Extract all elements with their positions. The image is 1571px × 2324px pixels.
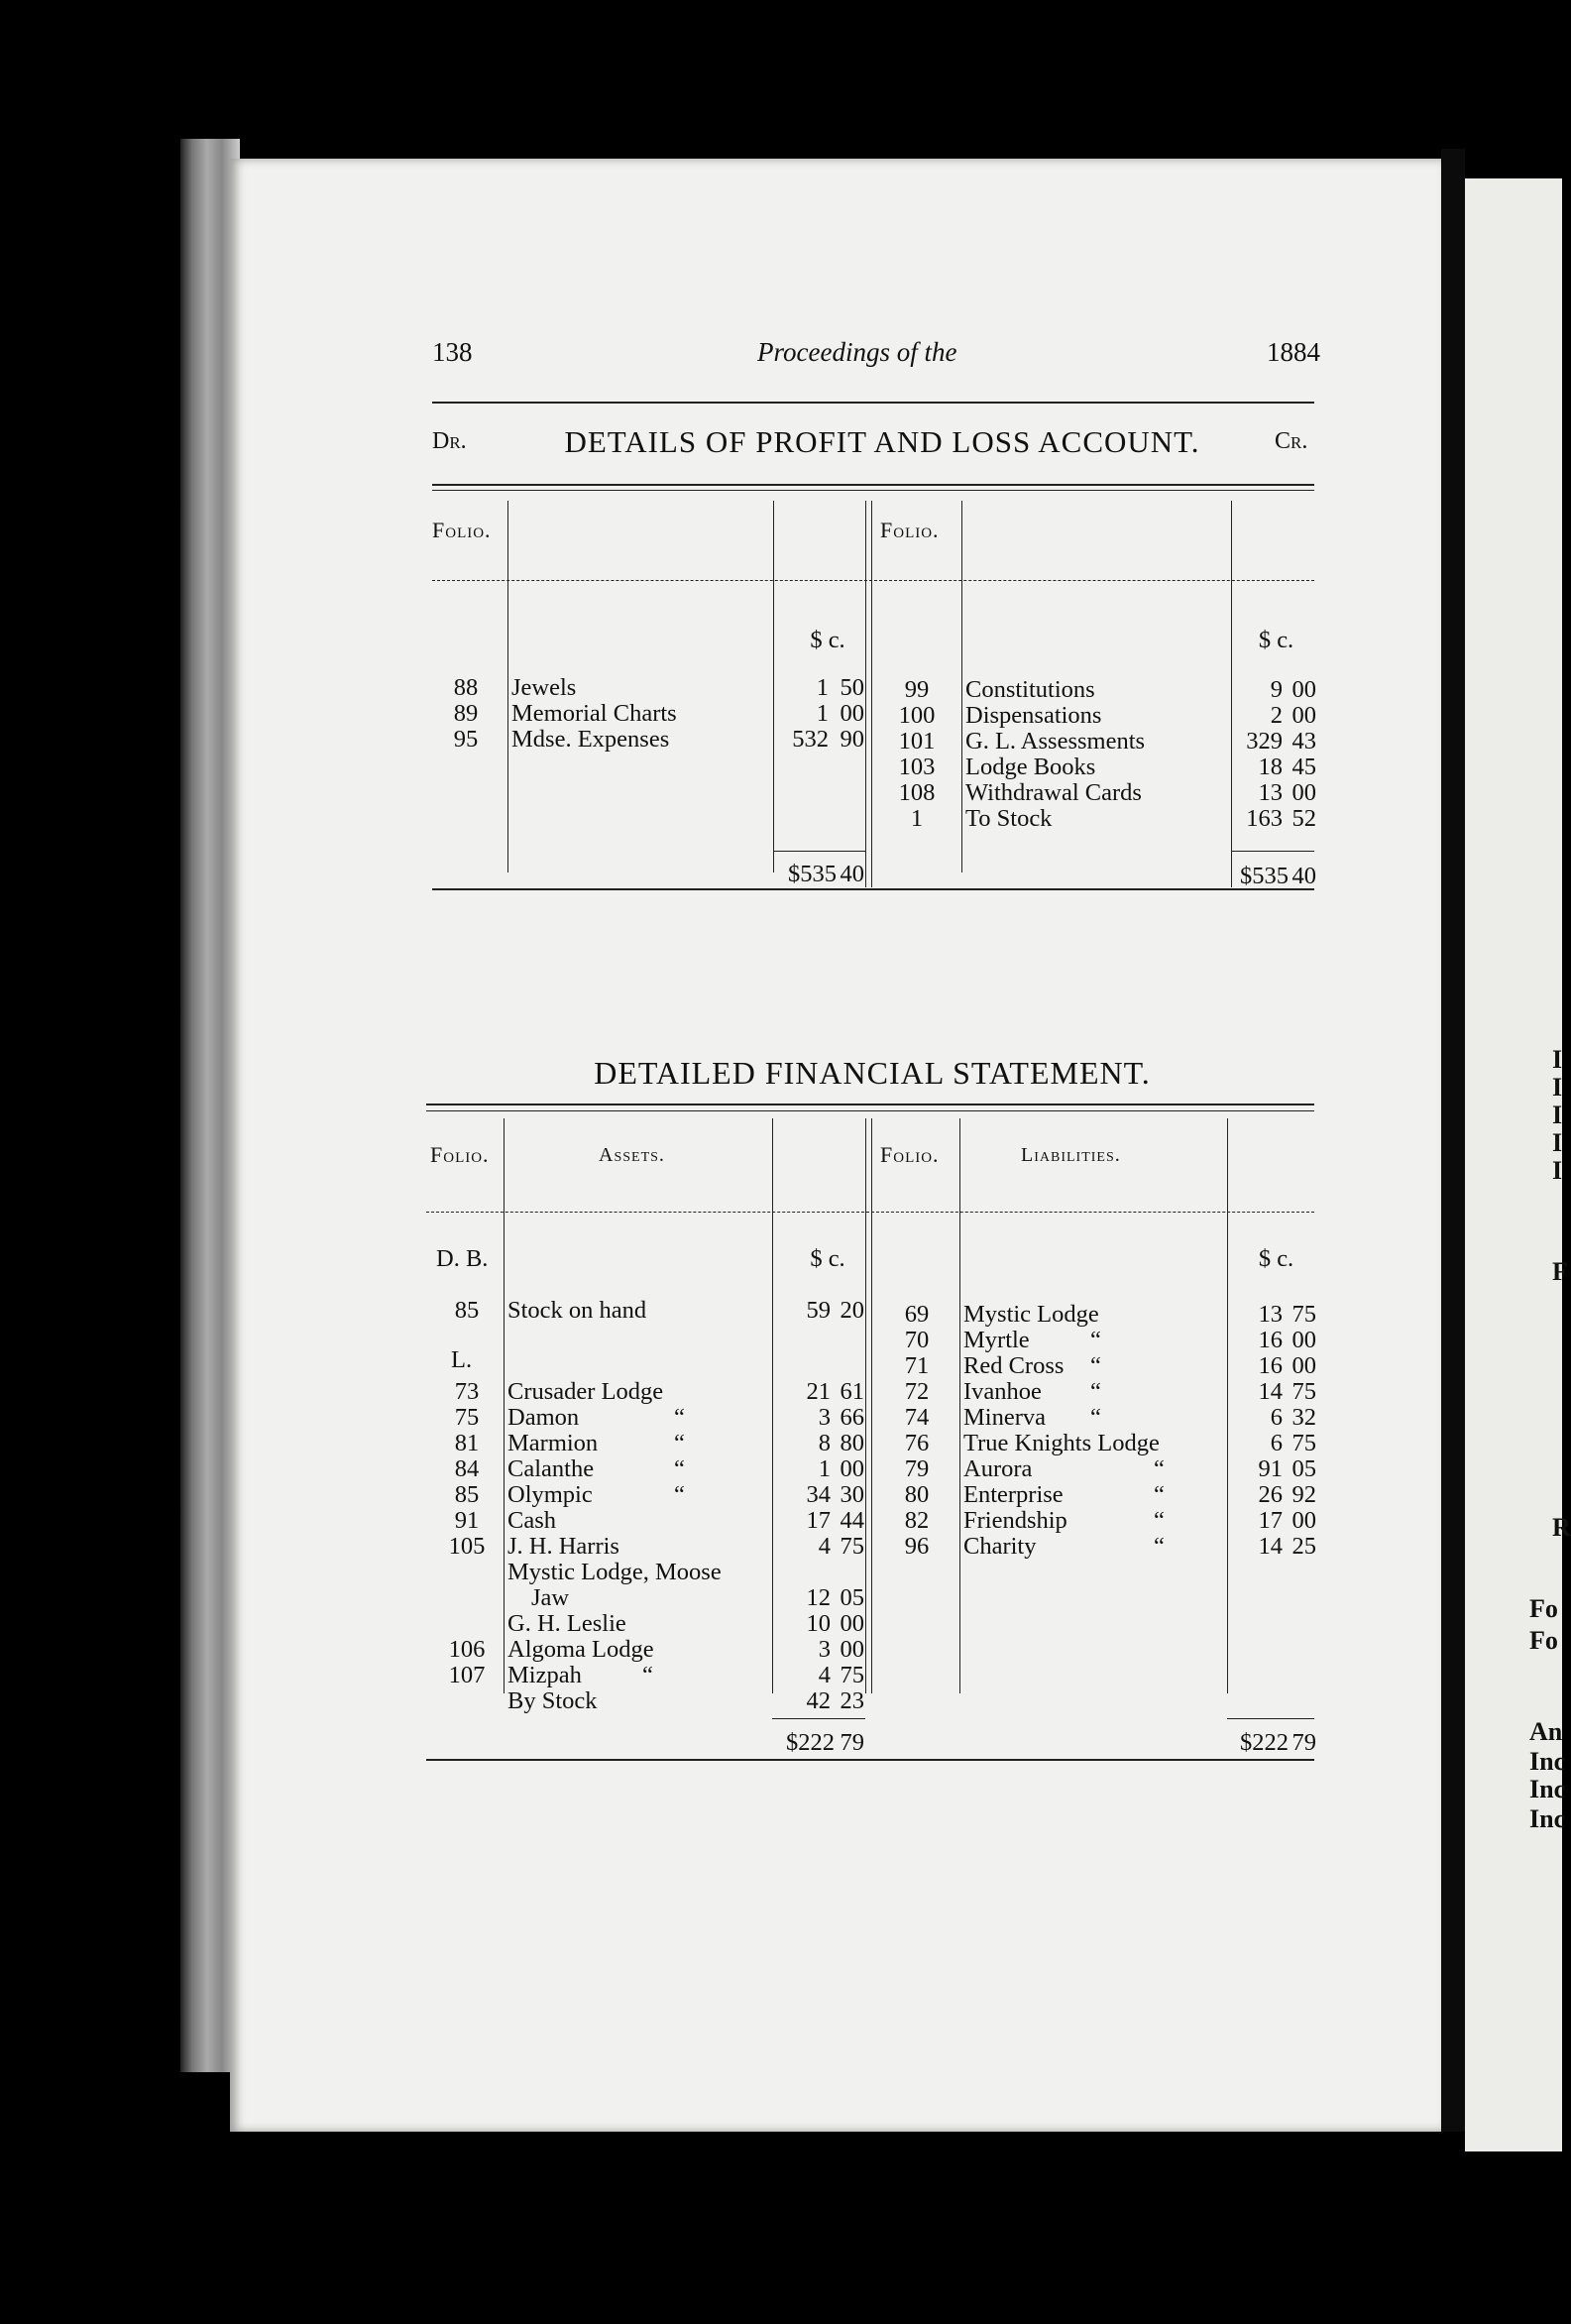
pl-debit-item: Jewels — [511, 674, 577, 701]
pl-folio-label-dr: Folio. — [432, 518, 492, 542]
fs-asset-dollars: 4 — [818, 1662, 831, 1688]
pl-col-divider — [773, 501, 774, 872]
fs-bottom-rule — [426, 1759, 1314, 1761]
pl-debit-folio: 88 — [453, 674, 479, 701]
fs-liability-item: Minerva — [963, 1404, 1046, 1431]
pl-credit-item: Lodge Books — [965, 754, 1096, 780]
fs-db-label: D. B. — [436, 1245, 489, 1272]
fs-liability-dollars: 14 — [1258, 1378, 1283, 1405]
pl-col-divider — [507, 501, 508, 872]
facing-page-fragment: I — [1552, 1128, 1563, 1157]
pl-col-divider — [1231, 501, 1232, 887]
spine-gap — [1441, 149, 1465, 2132]
facing-page-fragment: Inc — [1529, 1775, 1566, 1803]
fs-liability-cents: 32 — [1291, 1404, 1316, 1431]
fs-liability-cents: 75 — [1291, 1430, 1316, 1456]
fs-asset-folio: 85 — [454, 1297, 480, 1324]
fs-asset-dollars: 10 — [806, 1610, 831, 1637]
fs-asset-cents: 75 — [840, 1533, 864, 1560]
fs-asset-item: Crusader Lodge — [507, 1378, 664, 1405]
fs-asset-cents: 05 — [840, 1584, 864, 1611]
fs-asset-cents: 75 — [840, 1662, 864, 1688]
pl-credit-folio: 101 — [898, 728, 936, 755]
fs-liability-item: Red Cross — [963, 1352, 1065, 1379]
fs-liability-item: Aurora — [963, 1455, 1033, 1482]
fs-liabilities-total-cents: 79 — [1291, 1729, 1316, 1756]
pl-credit-dollars: 163 — [1246, 805, 1283, 832]
pl-credit-dollars: 2 — [1270, 702, 1283, 729]
fs-liability-folio: 69 — [904, 1301, 930, 1328]
fs-sum-rule-liabilities — [1227, 1718, 1314, 1719]
pl-currency-label-dr: $ c. — [810, 627, 845, 653]
fs-asset-item: By Stock — [507, 1687, 598, 1714]
financial-title: DETAILED FINANCIAL STATEMENT. — [594, 1055, 1151, 1091]
fs-asset-dollars: 34 — [806, 1481, 831, 1508]
fs-liability-item: Friendship — [963, 1507, 1067, 1534]
fs-assets-label: Assets. — [599, 1144, 665, 1166]
pl-credit-cents: 00 — [1291, 779, 1316, 806]
fs-liability-cents: 75 — [1291, 1378, 1316, 1405]
pl-folio-label-cr: Folio. — [880, 518, 940, 542]
fs-liability-cents: 92 — [1291, 1481, 1316, 1508]
fs-liability-item: Charity — [963, 1533, 1037, 1560]
fs-liability-item: Mystic Lodge — [963, 1301, 1099, 1328]
year: 1884 — [1267, 337, 1320, 367]
fs-asset-item: G. H. Leslie — [507, 1610, 626, 1637]
fs-top-rule — [426, 1104, 1314, 1105]
fs-liability-dollars: 26 — [1258, 1481, 1283, 1508]
fs-col-divider — [504, 1118, 505, 1693]
fs-liability-folio: 71 — [904, 1352, 930, 1379]
facing-page-fragment: Fo — [1529, 1594, 1558, 1623]
fs-asset-item: Calanthe — [507, 1455, 595, 1482]
pl-currency-label-cr: $ c. — [1258, 627, 1294, 653]
fs-asset-folio: 91 — [454, 1507, 480, 1534]
pl-credit-item: Dispensations — [965, 702, 1102, 729]
pl-credit-cents: 45 — [1291, 754, 1316, 780]
fs-asset-cents: 61 — [840, 1378, 864, 1405]
pl-debit-item: Mdse. Expenses — [511, 726, 670, 753]
pl-credit-folio: 108 — [898, 779, 936, 806]
fs-currency-label-assets: $ c. — [810, 1245, 845, 1272]
fs-liability-cents: 00 — [1291, 1352, 1316, 1379]
fs-asset-folio: 84 — [454, 1455, 480, 1482]
fs-liability-ditto: “ — [1154, 1507, 1165, 1534]
fs-assets-total: $222 — [786, 1729, 835, 1756]
pl-credit-cents: 00 — [1291, 702, 1316, 729]
fs-col-divider — [959, 1118, 960, 1693]
fs-asset-folio: 107 — [448, 1662, 486, 1688]
fs-asset-dollars: 59 — [806, 1297, 831, 1324]
fs-liability-folio: 96 — [904, 1533, 930, 1560]
pl-debit-total-cents: 40 — [840, 861, 864, 887]
fs-asset-item: Olympic — [507, 1481, 593, 1508]
fs-asset-dollars: 21 — [806, 1378, 831, 1405]
facing-page-fragment: Inc — [1529, 1804, 1566, 1833]
fs-liability-ditto: “ — [1154, 1481, 1165, 1508]
fs-liability-folio: 79 — [904, 1455, 930, 1482]
fs-liability-dollars: 14 — [1258, 1533, 1283, 1560]
facing-page-fragment: I — [1552, 1073, 1563, 1102]
pl-debit-folio: 95 — [453, 726, 479, 753]
pl-sum-rule-cr — [1231, 851, 1314, 852]
facing-page-fragment: I — [1552, 1156, 1563, 1185]
fs-asset-item: Cash — [507, 1507, 556, 1534]
pl-credit-folio: 99 — [904, 676, 930, 703]
running-title: Proceedings of the — [757, 337, 957, 367]
pl-credit-dollars: 18 — [1258, 754, 1283, 780]
fs-asset-folio: 75 — [454, 1404, 480, 1431]
pl-credit-dollars: 9 — [1270, 676, 1283, 703]
pl-credit-dollars: 13 — [1258, 779, 1283, 806]
fs-liability-folio: 80 — [904, 1481, 930, 1508]
pl-debit-folio: 89 — [453, 700, 479, 727]
pl-credit-cents: 00 — [1291, 676, 1316, 703]
fs-asset-ditto: “ — [642, 1662, 653, 1688]
fs-asset-dollars: 1 — [818, 1455, 831, 1482]
fs-liability-folio: 74 — [904, 1404, 930, 1431]
pl-col-divider — [871, 501, 872, 887]
pl-header-rule — [432, 580, 1314, 581]
pl-debit-dollars: 1 — [816, 674, 829, 701]
pl-top-rule-2 — [432, 490, 1314, 491]
fs-asset-item: Mizpah — [507, 1662, 582, 1688]
fs-asset-cents: 20 — [840, 1297, 864, 1324]
fs-asset-cents: 23 — [840, 1687, 864, 1714]
fs-liability-dollars: 17 — [1258, 1507, 1283, 1534]
pl-sum-rule-dr — [773, 851, 865, 852]
pl-credit-folio: 103 — [898, 754, 936, 780]
fs-top-rule-2 — [426, 1110, 1314, 1111]
pl-debit-total: $535 — [788, 861, 837, 887]
pl-debit-dollars: 1 — [816, 700, 829, 727]
dr-label: Dr. — [432, 428, 467, 454]
fs-liability-dollars: 6 — [1270, 1430, 1283, 1456]
fs-asset-ditto: “ — [674, 1481, 685, 1508]
pl-debit-cents: 90 — [840, 726, 864, 753]
fs-liability-item: True Knights Lodge — [963, 1430, 1160, 1456]
fs-asset-ditto: “ — [674, 1404, 685, 1431]
fs-liability-item: Ivanhoe — [963, 1378, 1042, 1405]
fs-folio-label-liabilities: Folio. — [880, 1142, 940, 1167]
fs-col-divider — [871, 1118, 872, 1693]
pl-col-divider — [961, 501, 962, 872]
pl-credit-folio: 100 — [898, 702, 936, 729]
fs-liability-cents: 25 — [1291, 1533, 1316, 1560]
pl-credit-item: Withdrawal Cards — [965, 779, 1142, 806]
fs-asset-folio: 85 — [454, 1481, 480, 1508]
fs-liability-folio: 72 — [904, 1378, 930, 1405]
facing-page-fragment: I — [1552, 1101, 1563, 1129]
pl-top-rule — [432, 484, 1314, 486]
header-rule — [432, 402, 1314, 404]
fs-liability-item: Enterprise — [963, 1481, 1064, 1508]
cr-label: Cr. — [1275, 428, 1308, 454]
fs-liability-folio: 70 — [904, 1327, 930, 1353]
fs-liability-dollars: 16 — [1258, 1327, 1283, 1353]
pl-debit-dollars: 532 — [792, 726, 829, 753]
fs-liabilities-label: Liabilities. — [1021, 1144, 1121, 1166]
fs-asset-dollars: 4 — [818, 1533, 831, 1560]
facing-page-fragment: Inc — [1529, 1747, 1566, 1776]
facing-page — [1465, 178, 1571, 2151]
fs-liability-ditto: “ — [1090, 1404, 1101, 1431]
pl-debit-item: Memorial Charts — [511, 700, 677, 727]
fs-asset-dollars: 8 — [818, 1430, 831, 1456]
fs-liability-ditto: “ — [1090, 1327, 1101, 1353]
fs-liability-folio: 82 — [904, 1507, 930, 1534]
fs-asset-item: Mystic Lodge, Moose — [507, 1559, 722, 1585]
pl-credit-item: Constitutions — [965, 676, 1095, 703]
fs-liability-ditto: “ — [1154, 1533, 1165, 1560]
fs-asset-item: J. H. Harris — [507, 1533, 619, 1560]
fs-liabilities-total: $222 — [1240, 1729, 1289, 1756]
pl-credit-total-cents: 40 — [1291, 863, 1316, 889]
fs-asset-cents: 80 — [840, 1430, 864, 1456]
fs-assets-total-cents: 79 — [840, 1729, 864, 1756]
fs-l-label: L. — [451, 1346, 473, 1373]
fs-liability-cents: 05 — [1291, 1455, 1316, 1482]
fs-sum-rule-assets — [772, 1718, 865, 1719]
fs-col-divider — [865, 1118, 866, 1693]
fs-asset-item: Damon — [507, 1404, 580, 1431]
fs-asset-dollars: 17 — [806, 1507, 831, 1534]
facing-page-fragment: Fo — [1529, 1626, 1558, 1655]
page-number: 138 — [432, 337, 473, 367]
fs-asset-ditto: “ — [674, 1430, 685, 1456]
fs-asset-cents: 00 — [840, 1636, 864, 1663]
fs-liability-dollars: 6 — [1270, 1404, 1283, 1431]
fs-asset-dollars: 12 — [806, 1584, 831, 1611]
pl-credit-dollars: 329 — [1246, 728, 1283, 755]
fs-asset-cents: 00 — [840, 1610, 864, 1637]
pl-credit-folio: 1 — [910, 805, 924, 832]
fs-asset-ditto: “ — [674, 1455, 685, 1482]
fs-asset-dollars: 42 — [806, 1687, 831, 1714]
fs-liability-ditto: “ — [1154, 1455, 1165, 1482]
pl-credit-item: G. L. Assessments — [965, 728, 1146, 755]
fs-asset-cents: 30 — [840, 1481, 864, 1508]
pl-credit-cents: 52 — [1291, 805, 1316, 832]
fs-liability-dollars: 13 — [1258, 1301, 1283, 1328]
fs-liability-folio: 76 — [904, 1430, 930, 1456]
fs-col-divider — [1227, 1118, 1228, 1693]
fs-asset-item: Stock on hand — [507, 1297, 647, 1324]
fs-liability-ditto: “ — [1090, 1352, 1101, 1379]
pl-bottom-rule — [432, 888, 1314, 890]
fs-asset-item: Jaw — [531, 1584, 570, 1611]
fs-asset-cents: 44 — [840, 1507, 864, 1534]
fs-asset-dollars: 3 — [818, 1404, 831, 1431]
fs-currency-label-liabilities: $ c. — [1258, 1245, 1294, 1272]
fs-liability-dollars: 16 — [1258, 1352, 1283, 1379]
fs-asset-item: Marmion — [507, 1430, 599, 1456]
fs-asset-dollars: 3 — [818, 1636, 831, 1663]
fs-liability-cents: 00 — [1291, 1507, 1316, 1534]
fs-asset-folio: 81 — [454, 1430, 480, 1456]
pl-col-divider — [865, 501, 866, 887]
fs-folio-label-assets: Folio. — [430, 1142, 490, 1167]
facing-page-fragment: An — [1529, 1717, 1563, 1746]
fs-asset-folio: 106 — [448, 1636, 486, 1663]
pl-credit-cents: 43 — [1291, 728, 1316, 755]
facing-page-fragment: F — [1552, 1257, 1568, 1286]
facing-page-fragment: R — [1552, 1513, 1571, 1542]
pl-credit-total: $535 — [1240, 863, 1289, 889]
fs-liability-cents: 75 — [1291, 1301, 1316, 1328]
pl-credit-item: To Stock — [965, 805, 1053, 832]
fs-asset-folio: 105 — [448, 1533, 486, 1560]
fs-liability-dollars: 91 — [1258, 1455, 1283, 1482]
facing-page-fragment: I — [1552, 1045, 1563, 1074]
fs-liability-item: Myrtle — [963, 1327, 1030, 1353]
fs-header-rule — [426, 1212, 1314, 1213]
profit-loss-title: DETAILS OF PROFIT AND LOSS ACCOUNT. — [564, 424, 1200, 459]
fs-asset-cents: 66 — [840, 1404, 864, 1431]
pl-debit-cents: 00 — [840, 700, 864, 727]
fs-liability-cents: 00 — [1291, 1327, 1316, 1353]
pl-debit-cents: 50 — [840, 674, 864, 701]
fs-asset-item: Algoma Lodge — [507, 1636, 654, 1663]
fs-asset-cents: 00 — [840, 1455, 864, 1482]
fs-liability-ditto: “ — [1090, 1378, 1101, 1405]
fs-asset-folio: 73 — [454, 1378, 480, 1405]
